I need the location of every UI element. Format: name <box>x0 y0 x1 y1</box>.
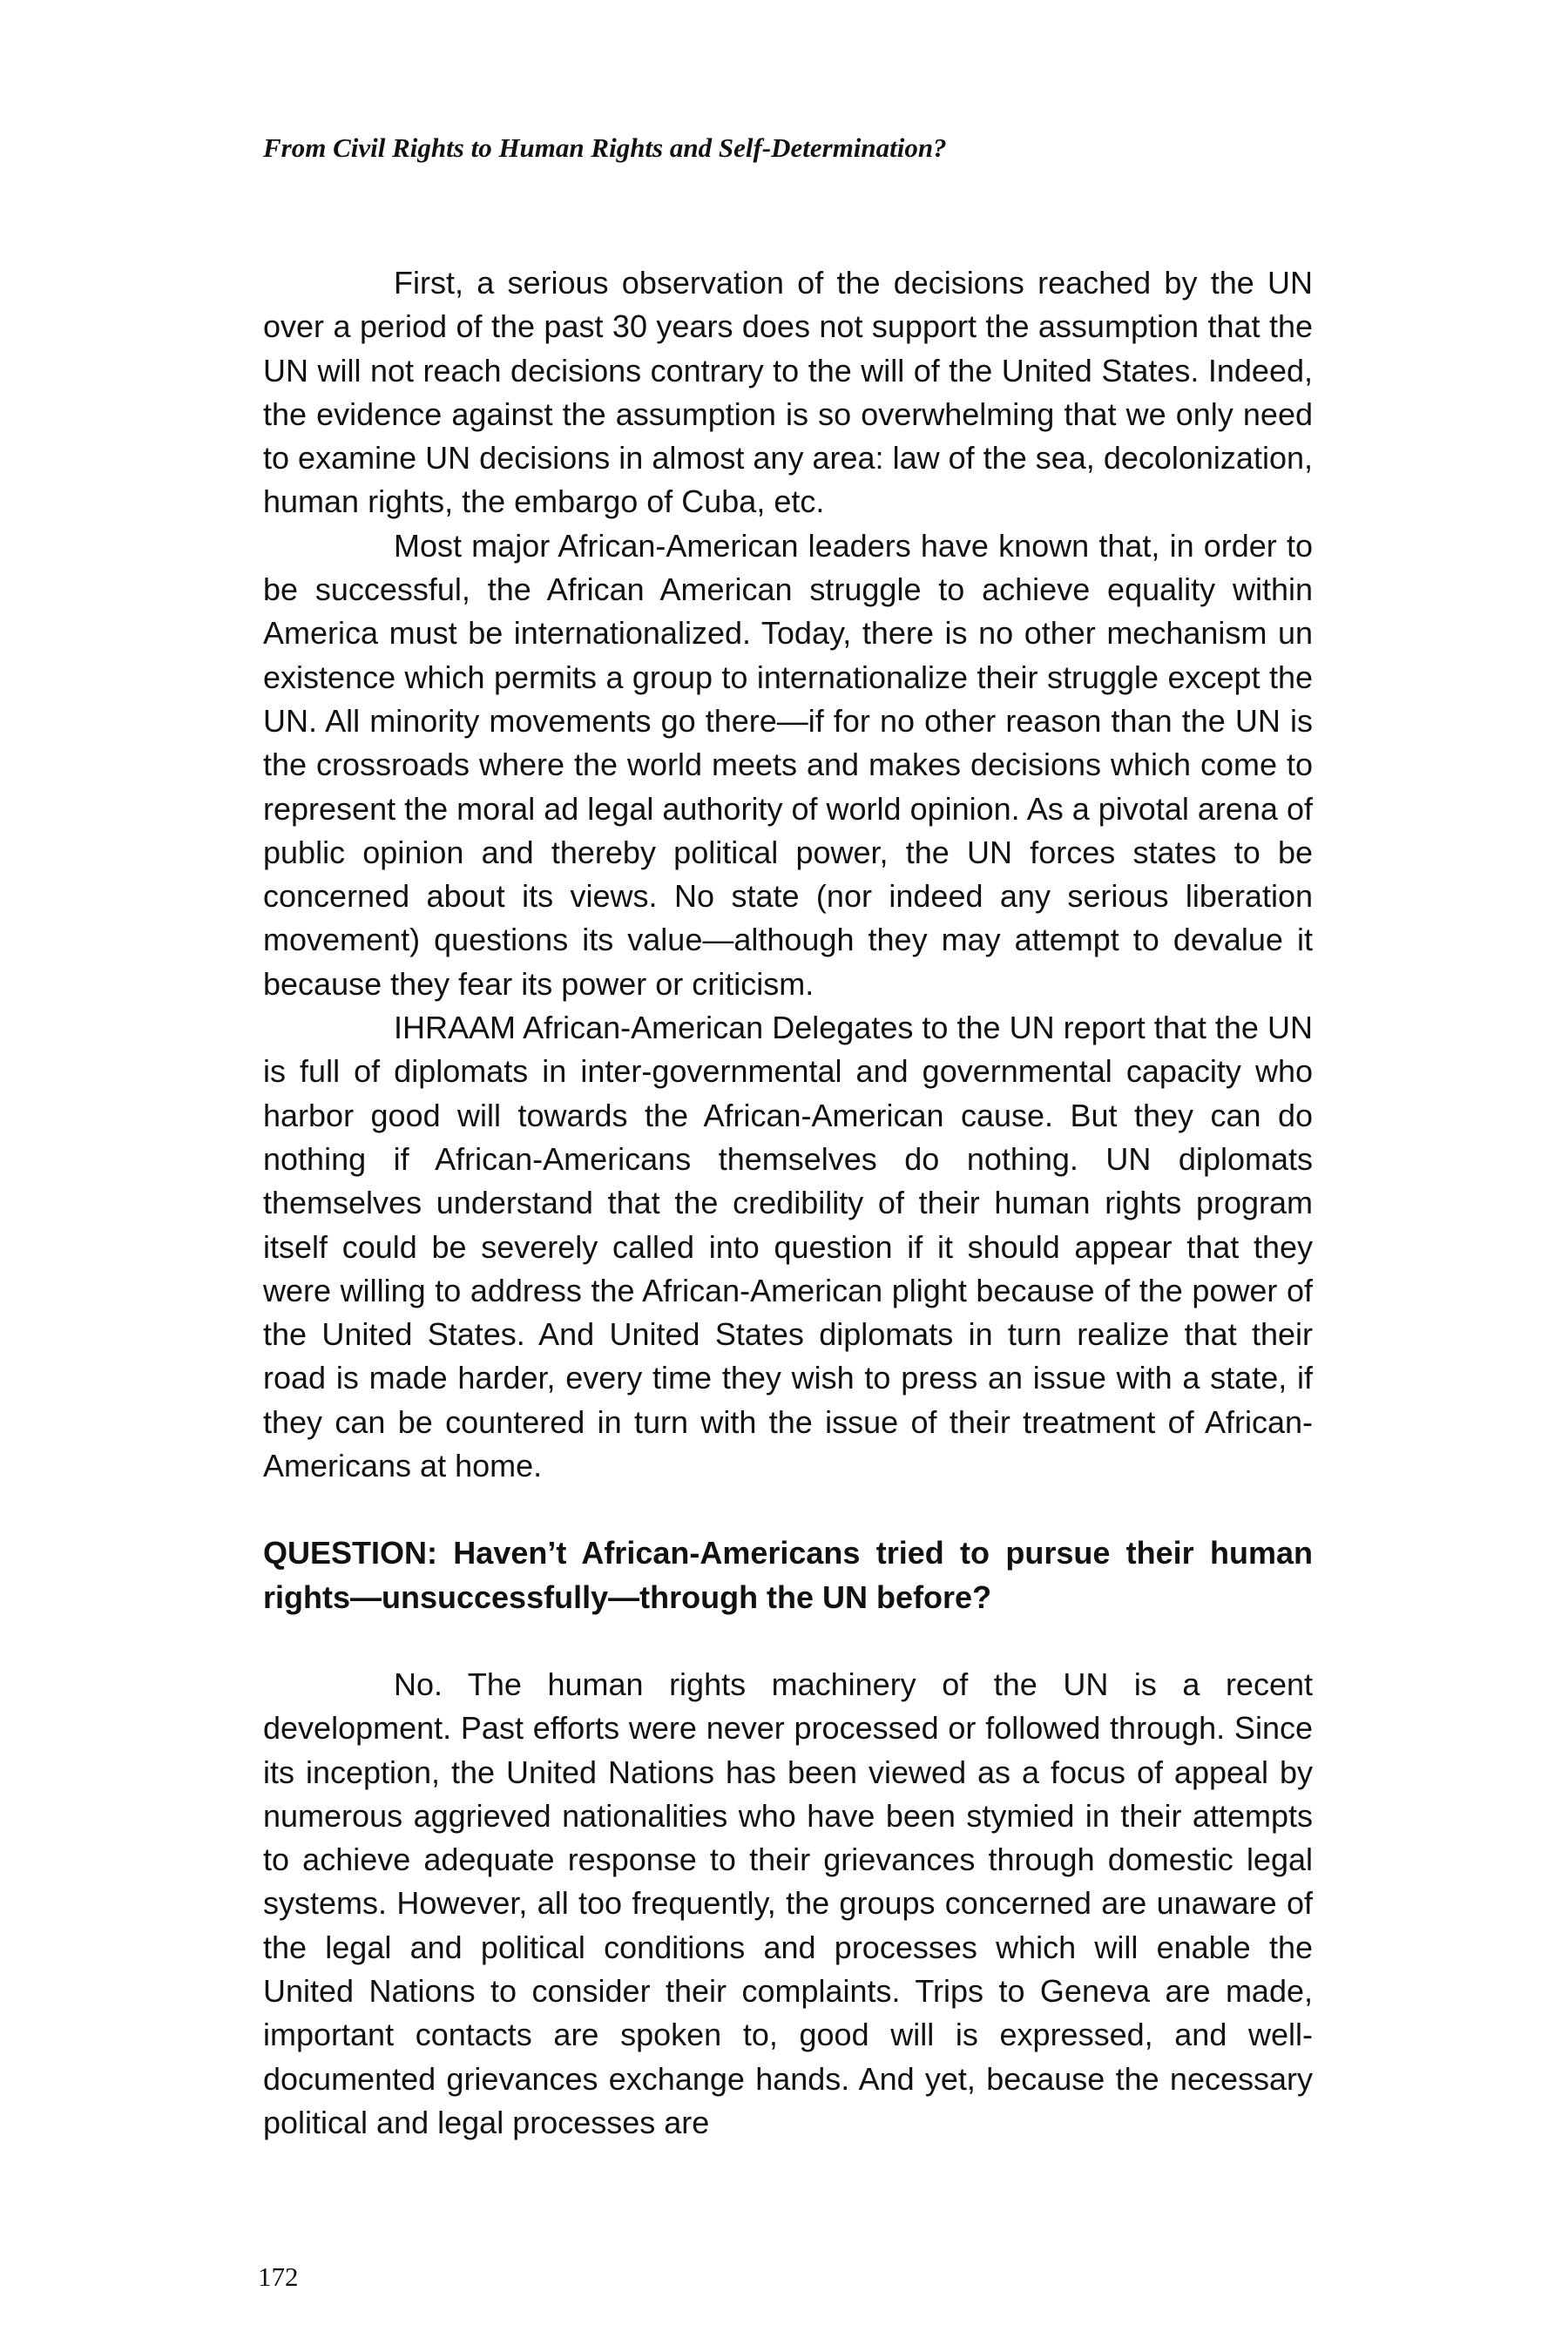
paragraph-un-decisions: First, a serious observation of the decisions reached by the UN over a period of the past 30 years does not support the assumption that the UN will not reach decisions contrary to the will of the United States. Indeed, the evidence against the assumption is so overwhelming that we only need to examine UN decisions in almost any area: law of the sea, decolonization, human rights, the embargo of Cuba, etc. <box>263 265 1313 520</box>
running-head: From Civil Rights to Human Rights and Self-Determination? <box>263 132 947 163</box>
question-heading: QUESTION: Haven’t African-Americans tried to pursue their human rights—unsuccessfully—through the UN before? <box>263 1535 1313 1615</box>
paragraph-internationalization: Most major African-American leaders have known that, in order to be successful, the African American struggle to achieve equality within America must be internationalized. Today, there is no other mechanism un existence which permits a group to internationalize their struggle except the UN. All minority movements go there—if for no other reason than the UN is the crossroads where the world meets and makes decisions which come to represent the moral ad legal authority of world opinion. As a pivotal arena of public opinion and thereby political power, the UN forces states to be concerned about its views. No state (nor indeed any serious liberation movement) questions its value—although they may attempt to devalue it because they fear its power or criticism. <box>263 527 1313 1002</box>
answer-paragraph: No. The human rights machinery of the UN is a recent development. Past efforts were never processed or followed through. Since its inception, the United Nations has been viewed as a focus of appeal by numerous aggrieved nationalities who have been stymied in their attempts to achieve adequate response to their grievances through domestic legal systems. However, all too frequently, the groups concerned are unaware of the legal and political conditions and processes which will enable the United Nations to consider their complaints. Trips to Geneva are made, important contacts are spoken to, good will is expressed, and well-documented grievances exchange hands. And yet, because the necessary political and legal processes are <box>263 1666 1313 2140</box>
body-text <box>263 261 1313 2145</box>
paragraph-ihraam-delegates: IHRAAM African-American Delegates to the UN report that the UN is full of diplomats in inter-governmental and governmental capacity who harbor good will towards the African-American cause. But they can do nothing if African-Americans themselves do nothing. UN diplomats themselves understand that the credibility of their human rights program itself could be severely called into question if it should appear that they were willing to address the African-American plight because of the power of the United States. And United States diplomats in turn realize that their road is made harder, every time they wish to press an issue with a state, if they can be countered in turn with the issue of their treatment of African-Americans at home. <box>263 1010 1313 1484</box>
page-number: 172 <box>258 2261 299 2292</box>
